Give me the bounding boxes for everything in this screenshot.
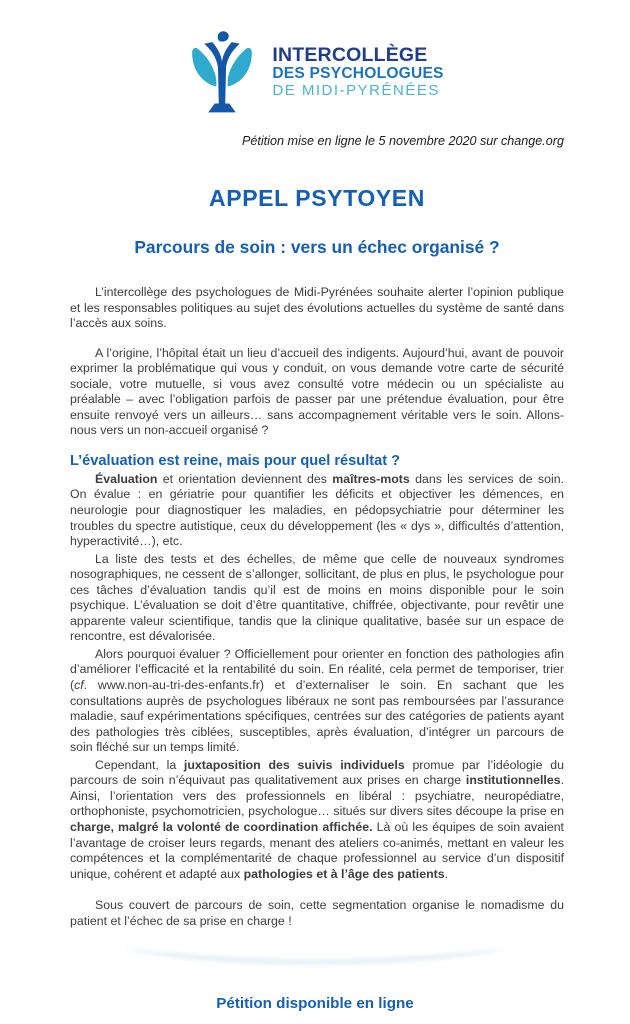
logo-text [272,45,443,99]
text-run: pathologies et à l’âge des patients [243,866,445,881]
text-run: maîtres-mots [332,471,410,486]
swoosh-divider [0,938,630,982]
intro-paragraphs [70,285,564,439]
swoosh-icon [115,938,515,982]
meta-line: Pétition mise en ligne le 5 novembre 2020 sur change.org [241,134,564,148]
paragraph [70,898,564,929]
text-run: cf [74,678,84,693]
section-paragraphs [70,472,564,882]
logo [70,30,554,114]
text-run: Évaluation [95,471,158,486]
logo-line-2: DES PSYCHOLOGUES [272,64,444,82]
text-run: Alors pourquoi évaluer ? Officiellement pour orienter en fonction des pathologies afin d’améliorer l’efficacité et la rentabilité du soin. En réalité, cela permet de temporiser, trier ( [70,646,564,693]
text-run: dans les services de soin. On évalue : en gériatrie pour quantifier les déficits et objectiver les démences, en neurologie pour diagnostiquer les maladies, en pédopsychiatrie pour déterminer les troubles du spectre autistique, ceux du développement (les « dys », difficultés d’attention, hyperactivité…), etc. [70,471,564,549]
text-run: Sous couvert de parcours de soin, cette segmentation organise le nomadisme du patient et l’échec de sa prise en charge ! [70,898,564,928]
text-run: juxtaposition des suivis individuels [183,757,405,772]
text-run: et orientation deviennent des [157,471,333,486]
footer-petition-link[interactable]: Pétition disponible en ligne [216,995,414,1012]
paragraph [70,647,564,756]
text-run: A l’origine, l’hôpital était un lieu d’accueil des indigents. Aujourd’hui, avant de pouvoir exprimer la problématique qui vous y conduit, on vous demande votre carte de sécurité sociale, votre mutuelle, si vous avez consulté votre médecin ou un spécialiste au préalable – avec l’obligation parfois de passer par une prétendue évaluation, pour être ensuite renvoyé vers un ailleurs… sans accompagnement véritable vers le soin. Allons-nous vers un non-accueil organisé ? [70,345,564,438]
closing-paragraph [70,898,564,929]
text-run: L’intercollège des psychologues de Midi-Pyrénées souhaite alerter l’opinion publique et les responsables politiques au sujet des évolutions actuelles du système de santé dans l’accès aux soins. [70,285,564,331]
text-run: . [444,866,449,881]
logo-line-3: DE MIDI-PYRÉNÉES [272,81,440,99]
text-run: institutionnelles [465,773,561,788]
text-run: promue par l’idéologie du parcours de soin n’équivaut pas qualitativement aux prises en charge [70,757,564,788]
text-run: Cependant, la [95,757,184,772]
text-run: La liste des tests et des échelles, de même que celle de nouveaux syndromes nosographiques, ne cessent de s’allonger, sollicitant, de plus en plus, le psychologue pour ces tâches d’évaluation tandis qu’il est de moins en moins disponible pour le soin psychique. L’évaluation se doit d’être quantitative, chiffrée, objectivante, pour revêtir une apparente valeur scientifique, tandis que la clinique qualitative, basée sur un espace de rencontre, est dévalorisée. [70,551,564,644]
text-run: Là où les équipes de soin avaient l’avantage de croiser leurs regards, menant des ateliers co-animés, mettant en valeur les compétences et la complémentarité de chaque professionnel au service d’un dispositif unique, cohérent et adapté aux [70,819,564,881]
text-run: . www.non-au-tri-des-enfants.fr) et d’externaliser le soin. En sachant que les consultations auprès de psychologues libéraux ne sont pas remboursées par l’assurance maladie, sauf expérimentations spécifiques, centrées sur des catégories de patients ayant des pathologies très ciblées, susceptibles, après évaluation, d’intégrer un parcours de soin fléché sur un temps limité. [70,678,564,755]
paragraph [70,758,564,882]
logo-line-1: INTERCOLLÈGE [272,43,428,66]
psi-figure-icon [180,30,264,114]
paragraph [70,346,564,439]
page-title: APPEL PSYTOYEN [209,185,425,211]
section-heading: L’évaluation est reine, mais pour quel résultat ? [70,452,401,469]
text-run: charge, malgré la volonté de coordination affichée. [70,819,373,834]
page-subtitle: Parcours de soin : vers un échec organisé ? [134,237,500,257]
paragraph [70,552,564,645]
paragraph [70,285,564,332]
text-run: . Ainsi, l’orientation vers des professionnels en libéral : psychiatre, neuropédiatre, orthophoniste, psychomotricien, psychologue… situés sur divers sites découpe la prise en [70,773,564,819]
paragraph [70,472,564,550]
